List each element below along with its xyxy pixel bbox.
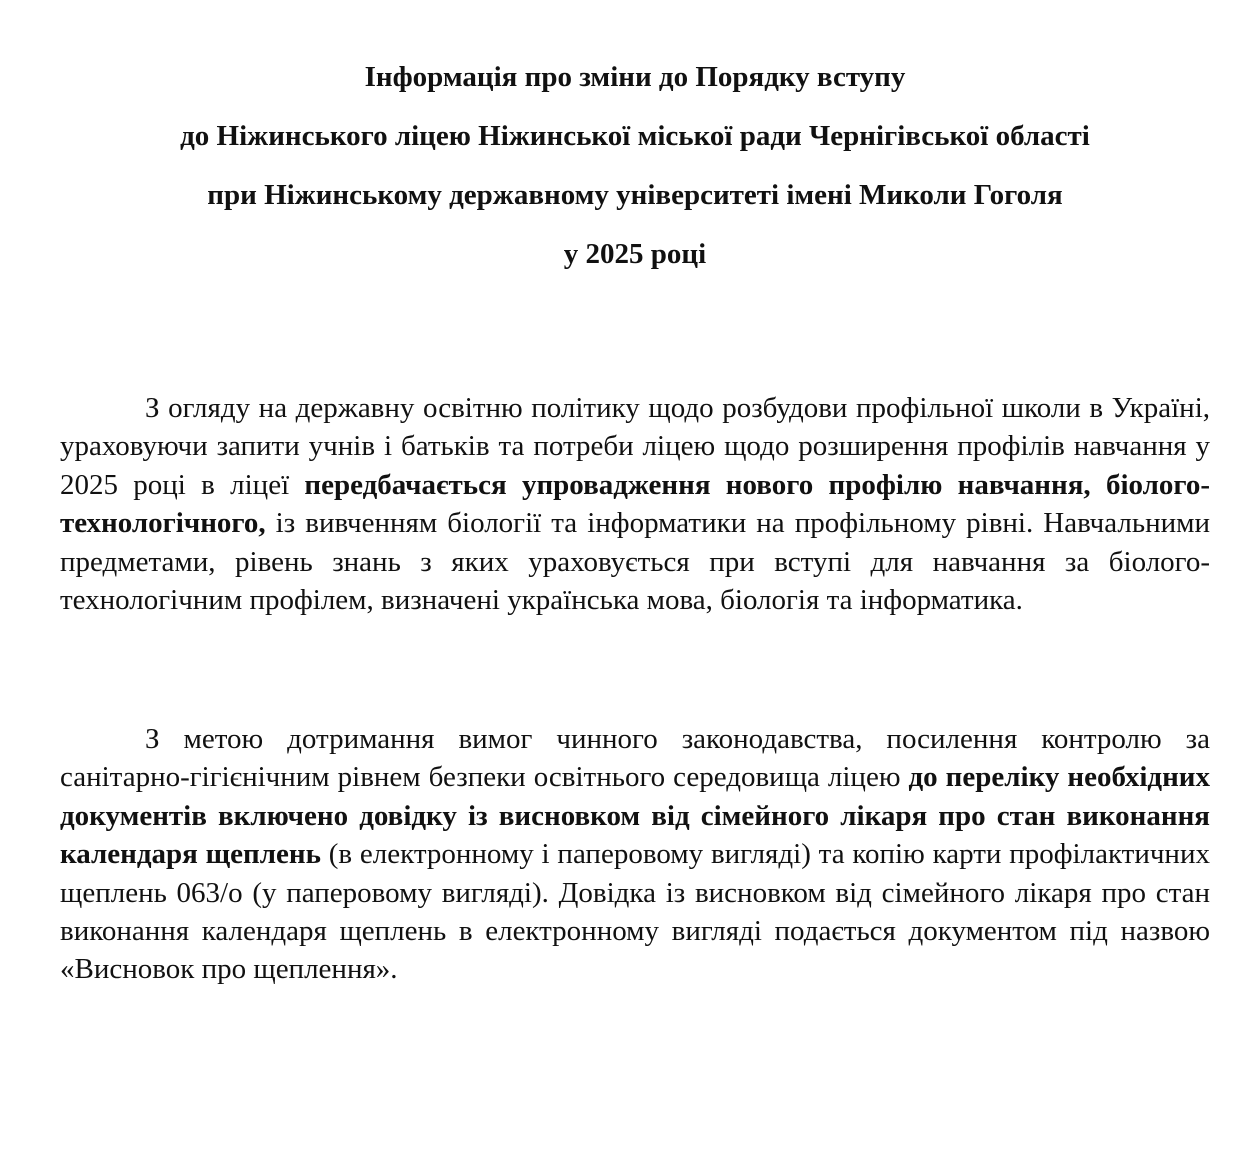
paragraph-1-bold: передбачається упровадження нового профілю навчання, біолого-технологічного, — [60, 468, 1210, 540]
paragraph-1-text-a: З огляду на державну освітню політику щодо розбудови профільної школи в Україні, ураховуючи запити учнів і батьків та потреби ліцею щодо розширення профілів навчання у 2025 році в ліцеї — [60, 392, 1210, 501]
paragraph-2-bold: до переліку необхідних документів включено довідку із висновком від сімейного лікаря про стан виконання календаря щеплень — [60, 761, 1211, 871]
paragraph-profile-introduction — [60, 389, 1210, 619]
document-title — [40, 48, 1230, 284]
paragraph-2-text-a: З метою дотримання вимог чинного законодавства, посилення контролю за санітарно-гігієнічним рівнем безпеки освітнього середовища ліцею — [60, 723, 1210, 794]
title-line-4: у 2025 році — [563, 238, 707, 270]
paragraph-vaccination-requirement — [60, 720, 1210, 989]
title-line-3: при Ніжинському державному університеті імені Миколи Гоголя — [207, 179, 1063, 211]
title-line-2: до Ніжинського ліцею Ніжинської міської ради Чернігівської області — [180, 120, 1090, 152]
title-line-1: Інформація про зміни до Порядку вступу — [364, 61, 906, 93]
paragraph-2-text-c: (в електронному і паперовому вигляді) та копію карти профілактичних щеплень 063/о (у паперовому вигляді). Довідка із висновком від сімейного лікаря про стан виконання календаря щеплень в електронному вигляді подається документом під назвою «Висновок про щеплення». — [60, 838, 1210, 986]
paragraph-1-text-c: із вивченням біології та інформатики на профільному рівні. Навчальними предметами, рівень знань з яких ураховується при вступі для навчання за біолого-технологічним профілем, визначені українська мова, біологія та інформатика. — [60, 507, 1210, 617]
